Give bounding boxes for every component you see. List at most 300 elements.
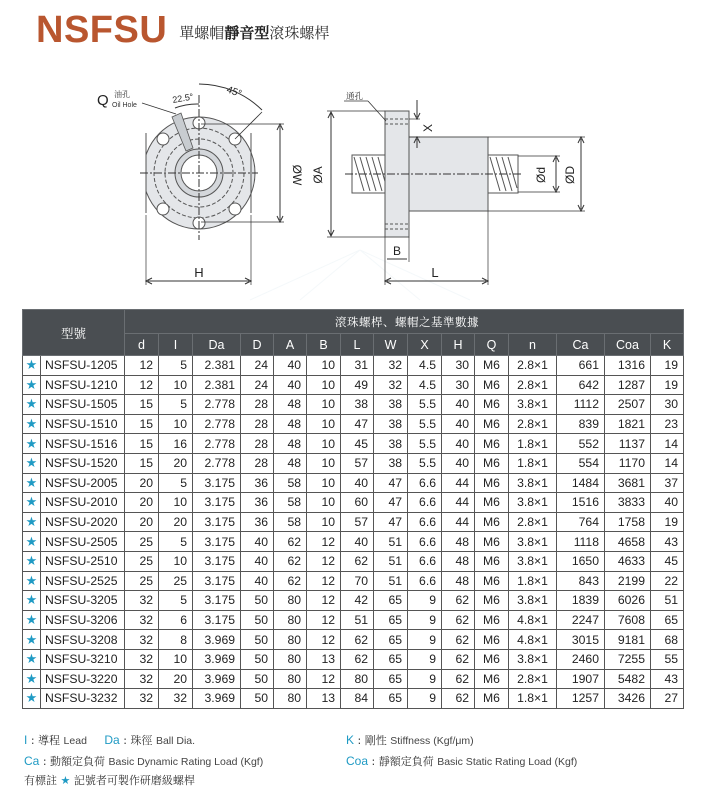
- cell-i: 5: [159, 532, 193, 552]
- legend-lead-balldia: I : 導程 Lead Da : 珠徑 Ball Dia.: [24, 733, 196, 747]
- cell-h: 48: [442, 571, 475, 591]
- star-icon: ★: [23, 434, 41, 454]
- table-row: [23, 689, 684, 709]
- table-row: [23, 571, 684, 591]
- cell-ca: 1112: [557, 395, 605, 415]
- column-header-d: D: [241, 334, 274, 356]
- cell-h: 62: [442, 689, 475, 709]
- cell-da: 3.175: [193, 512, 241, 532]
- dim-w-label: ØW: [290, 164, 304, 186]
- cell-b: 12: [307, 630, 341, 650]
- cell-h: 44: [442, 473, 475, 493]
- cell-ca: 2460: [557, 649, 605, 669]
- star-icon: ★: [60, 774, 71, 787]
- cell-ca: 843: [557, 571, 605, 591]
- table-row: [23, 512, 684, 532]
- cell-d: 32: [125, 591, 159, 611]
- cell-d: 15: [125, 434, 159, 454]
- cell-da: 2.381: [193, 375, 241, 395]
- cell-w: 32: [374, 375, 408, 395]
- star-icon: ★: [23, 669, 41, 689]
- legend-en-stiffness: Stiffness (Kgf/μm): [390, 735, 474, 747]
- cell-coa: 3426: [605, 689, 651, 709]
- cell-x: 5.5: [408, 434, 442, 454]
- model-cell: NSFSU-1205: [41, 356, 125, 376]
- star-icon: ★: [23, 375, 41, 395]
- cell-ca: 1257: [557, 689, 605, 709]
- cell-q: M6: [475, 395, 509, 415]
- cell-h: 40: [442, 453, 475, 473]
- page-title: NSFSU: [36, 9, 168, 51]
- cell-k: 14: [651, 434, 684, 454]
- cell-i: 5: [159, 473, 193, 493]
- dim-d-small-label: Ød: [534, 166, 548, 184]
- cell-a: 58: [274, 473, 307, 493]
- cell-d: 28: [241, 453, 274, 473]
- model-cell: NSFSU-2005: [41, 473, 125, 493]
- cell-n: 1.8×1: [509, 571, 557, 591]
- angle-22-label: 22.5°: [171, 91, 195, 105]
- legend-stiffness: K : 剛性 Stiffness (Kgf/μm): [346, 733, 474, 747]
- cell-w: 65: [374, 630, 408, 650]
- cell-l: 31: [341, 356, 374, 376]
- cell-n: 3.8×1: [509, 532, 557, 552]
- star-icon: ★: [23, 689, 41, 709]
- spec-table: [22, 309, 684, 709]
- cell-b: 12: [307, 591, 341, 611]
- cell-w: 47: [374, 473, 408, 493]
- cell-k: 43: [651, 532, 684, 552]
- cell-h: 62: [442, 610, 475, 630]
- model-cell: NSFSU-1210: [41, 375, 125, 395]
- cell-w: 51: [374, 571, 408, 591]
- cell-i: 20: [159, 512, 193, 532]
- legend-key-dynamic: Ca: [24, 754, 40, 768]
- cell-a: 80: [274, 630, 307, 650]
- column-header-n: n: [509, 334, 557, 356]
- header: [36, 8, 329, 52]
- cell-n: 2.8×1: [509, 414, 557, 434]
- cell-a: 58: [274, 512, 307, 532]
- column-header-h: H: [442, 334, 475, 356]
- model-cell: NSFSU-2505: [41, 532, 125, 552]
- legend-en-lead: Lead: [63, 735, 87, 747]
- cell-k: 65: [651, 610, 684, 630]
- legend-dynamic: Ca : 動額定負荷 Basic Dynamic Rating Load (Kgf): [24, 754, 264, 768]
- cell-d: 36: [241, 512, 274, 532]
- cell-d: 15: [125, 414, 159, 434]
- model-cell: NSFSU-2020: [41, 512, 125, 532]
- subtitle-part-bold: 靜音型: [224, 23, 270, 42]
- cell-k: 19: [651, 512, 684, 532]
- cell-d: 40: [241, 532, 274, 552]
- model-cell: NSFSU-2010: [41, 493, 125, 513]
- cell-d: 40: [241, 551, 274, 571]
- cell-a: 62: [274, 551, 307, 571]
- column-header-q: Q: [475, 334, 509, 356]
- cell-coa: 7608: [605, 610, 651, 630]
- star-icon: ★: [23, 473, 41, 493]
- cell-coa: 2507: [605, 395, 651, 415]
- cell-ca: 1516: [557, 493, 605, 513]
- side-view: [311, 91, 585, 285]
- cell-w: 32: [374, 356, 408, 376]
- dim-h-label: H: [194, 265, 204, 280]
- legend-cn-stiffness: 剛性: [364, 734, 387, 747]
- cell-coa: 2199: [605, 571, 651, 591]
- star-icon: ★: [23, 649, 41, 669]
- table-row: [23, 532, 684, 552]
- star-icon: ★: [23, 532, 41, 552]
- cell-a: 80: [274, 610, 307, 630]
- cell-n: 2.8×1: [509, 512, 557, 532]
- cell-ca: 764: [557, 512, 605, 532]
- cell-l: 62: [341, 630, 374, 650]
- cell-q: M6: [475, 551, 509, 571]
- cell-b: 10: [307, 356, 341, 376]
- cell-coa: 4658: [605, 532, 651, 552]
- cell-d: 24: [241, 375, 274, 395]
- cell-d: 15: [125, 453, 159, 473]
- cell-a: 80: [274, 689, 307, 709]
- model-cell: NSFSU-2525: [41, 571, 125, 591]
- cell-h: 30: [442, 356, 475, 376]
- cell-i: 32: [159, 689, 193, 709]
- cell-k: 37: [651, 473, 684, 493]
- cell-l: 84: [341, 689, 374, 709]
- cell-a: 40: [274, 356, 307, 376]
- table-row: [23, 434, 684, 454]
- cell-h: 44: [442, 493, 475, 513]
- cell-n: 1.8×1: [509, 689, 557, 709]
- cell-da: 3.175: [193, 551, 241, 571]
- cell-b: 13: [307, 689, 341, 709]
- cell-da: 3.175: [193, 473, 241, 493]
- column-header-i: I: [159, 334, 193, 356]
- spec-table-body: [23, 356, 684, 709]
- cell-d: 32: [125, 610, 159, 630]
- model-cell: NSFSU-1520: [41, 453, 125, 473]
- legend-static: Coa : 靜額定負荷 Basic Static Rating Load (Kgf): [346, 754, 578, 768]
- cell-a: 62: [274, 571, 307, 591]
- cell-k: 23: [651, 414, 684, 434]
- table-row: [23, 649, 684, 669]
- cell-l: 47: [341, 414, 374, 434]
- cell-d: 20: [125, 473, 159, 493]
- cell-coa: 1287: [605, 375, 651, 395]
- technical-drawing: [0, 60, 713, 305]
- column-header-w: W: [374, 334, 408, 356]
- cell-d: 28: [241, 434, 274, 454]
- table-row: [23, 551, 684, 571]
- cell-coa: 1758: [605, 512, 651, 532]
- column-header-k: K: [651, 334, 684, 356]
- cell-ca: 1118: [557, 532, 605, 552]
- model-cell: NSFSU-3210: [41, 649, 125, 669]
- cell-ca: 552: [557, 434, 605, 454]
- cell-d: 28: [241, 414, 274, 434]
- cell-coa: 5482: [605, 669, 651, 689]
- cell-l: 49: [341, 375, 374, 395]
- cell-l: 62: [341, 551, 374, 571]
- subtitle-part-1: 單螺帽: [179, 23, 225, 42]
- page-subtitle: [179, 22, 329, 43]
- cell-q: M6: [475, 571, 509, 591]
- cell-x: 9: [408, 649, 442, 669]
- cell-h: 48: [442, 532, 475, 552]
- cell-k: 45: [651, 551, 684, 571]
- cell-b: 10: [307, 493, 341, 513]
- model-cell: NSFSU-3232: [41, 689, 125, 709]
- cell-coa: 7255: [605, 649, 651, 669]
- cell-l: 38: [341, 395, 374, 415]
- cell-d: 50: [241, 689, 274, 709]
- cell-i: 20: [159, 669, 193, 689]
- cell-n: 4.8×1: [509, 630, 557, 650]
- cell-ca: 642: [557, 375, 605, 395]
- cell-d: 36: [241, 473, 274, 493]
- cell-d: 12: [125, 375, 159, 395]
- cell-q: M6: [475, 649, 509, 669]
- cell-k: 55: [651, 649, 684, 669]
- cell-x: 9: [408, 669, 442, 689]
- cell-q: M6: [475, 434, 509, 454]
- cell-b: 10: [307, 453, 341, 473]
- cell-a: 48: [274, 434, 307, 454]
- cell-d: 32: [125, 649, 159, 669]
- legend-en-static: Basic Static Rating Load (Kgf): [437, 756, 578, 768]
- cell-i: 16: [159, 434, 193, 454]
- cell-d: 36: [241, 493, 274, 513]
- cell-n: 3.8×1: [509, 493, 557, 513]
- cell-a: 48: [274, 414, 307, 434]
- cell-x: 9: [408, 630, 442, 650]
- cell-d: 40: [241, 571, 274, 591]
- note-text-post: 記號者可製作研磨級螺桿: [73, 774, 195, 787]
- cell-l: 42: [341, 591, 374, 611]
- cell-k: 22: [651, 571, 684, 591]
- cell-x: 5.5: [408, 395, 442, 415]
- star-icon: ★: [23, 356, 41, 376]
- cell-l: 51: [341, 610, 374, 630]
- cell-q: M6: [475, 493, 509, 513]
- cell-da: 2.778: [193, 434, 241, 454]
- cell-i: 20: [159, 453, 193, 473]
- cell-da: 3.175: [193, 571, 241, 591]
- cell-w: 38: [374, 414, 408, 434]
- legend-cn-static: 靜額定負荷: [378, 755, 434, 768]
- table-row: [23, 669, 684, 689]
- cell-n: 3.8×1: [509, 649, 557, 669]
- cell-b: 12: [307, 610, 341, 630]
- star-icon: ★: [23, 591, 41, 611]
- dim-b-label: B: [392, 244, 402, 258]
- cell-x: 6.6: [408, 532, 442, 552]
- cell-x: 4.5: [408, 356, 442, 376]
- model-cell: NSFSU-3205: [41, 591, 125, 611]
- cell-h: 62: [442, 669, 475, 689]
- cell-w: 47: [374, 493, 408, 513]
- cell-coa: 1821: [605, 414, 651, 434]
- cell-q: M6: [475, 689, 509, 709]
- model-cell: NSFSU-3208: [41, 630, 125, 650]
- cell-h: 44: [442, 512, 475, 532]
- through-hole-label: 通孔: [346, 92, 364, 102]
- cell-n: 3.8×1: [509, 551, 557, 571]
- cell-q: M6: [475, 512, 509, 532]
- cell-d: 25: [125, 532, 159, 552]
- model-cell: NSFSU-2510: [41, 551, 125, 571]
- legend-key-static: Coa: [346, 754, 369, 768]
- star-icon: ★: [23, 414, 41, 434]
- cell-i: 5: [159, 591, 193, 611]
- table-row: [23, 375, 684, 395]
- cell-i: 10: [159, 493, 193, 513]
- cell-q: M6: [475, 414, 509, 434]
- cell-a: 80: [274, 649, 307, 669]
- cell-b: 10: [307, 512, 341, 532]
- cell-n: 2.8×1: [509, 375, 557, 395]
- model-cell: NSFSU-1505: [41, 395, 125, 415]
- table-row: [23, 630, 684, 650]
- cell-b: 10: [307, 434, 341, 454]
- star-icon: ★: [23, 512, 41, 532]
- table-row: [23, 453, 684, 473]
- cell-h: 62: [442, 649, 475, 669]
- cell-b: 12: [307, 551, 341, 571]
- table-row: [23, 493, 684, 513]
- cell-d: 50: [241, 591, 274, 611]
- table-row: [23, 414, 684, 434]
- cell-n: 3.8×1: [509, 395, 557, 415]
- cell-k: 27: [651, 689, 684, 709]
- column-header-x: X: [408, 334, 442, 356]
- cell-coa: 6026: [605, 591, 651, 611]
- model-cell: NSFSU-3206: [41, 610, 125, 630]
- cell-l: 62: [341, 649, 374, 669]
- cell-n: 2.8×1: [509, 356, 557, 376]
- cell-ca: 1839: [557, 591, 605, 611]
- note-text-pre: 有標註: [24, 774, 57, 787]
- cell-d: 50: [241, 610, 274, 630]
- cell-da: 2.778: [193, 453, 241, 473]
- cell-i: 10: [159, 551, 193, 571]
- cell-da: 3.969: [193, 669, 241, 689]
- cell-da: 3.969: [193, 649, 241, 669]
- oil-hole-cn-label: 油孔: [114, 90, 130, 99]
- cell-q: M6: [475, 532, 509, 552]
- cell-i: 5: [159, 395, 193, 415]
- column-header-da: Da: [193, 334, 241, 356]
- table-row: [23, 610, 684, 630]
- cell-k: 40: [651, 493, 684, 513]
- cell-d: 50: [241, 630, 274, 650]
- table-row: [23, 356, 684, 376]
- cell-b: 13: [307, 649, 341, 669]
- cell-b: 12: [307, 571, 341, 591]
- cell-x: 6.6: [408, 493, 442, 513]
- cell-da: 2.778: [193, 414, 241, 434]
- cell-a: 48: [274, 453, 307, 473]
- dim-a-label: ØA: [311, 166, 325, 184]
- cell-da: 3.969: [193, 630, 241, 650]
- angle-45-label: 45°: [224, 84, 243, 100]
- cell-da: 2.778: [193, 395, 241, 415]
- cell-n: 4.8×1: [509, 610, 557, 630]
- cell-coa: 3833: [605, 493, 651, 513]
- cell-b: 10: [307, 375, 341, 395]
- cell-h: 40: [442, 434, 475, 454]
- cell-l: 57: [341, 453, 374, 473]
- cell-d: 20: [125, 512, 159, 532]
- front-view: [97, 84, 304, 285]
- cell-w: 65: [374, 591, 408, 611]
- cell-w: 47: [374, 512, 408, 532]
- cell-i: 10: [159, 375, 193, 395]
- star-icon: ★: [23, 551, 41, 571]
- legend-note: [24, 772, 195, 787]
- cell-x: 6.6: [408, 571, 442, 591]
- cell-ca: 3015: [557, 630, 605, 650]
- cell-x: 9: [408, 610, 442, 630]
- table-row: [23, 395, 684, 415]
- cell-da: 3.175: [193, 610, 241, 630]
- column-header-b: B: [307, 334, 341, 356]
- cell-n: 1.8×1: [509, 434, 557, 454]
- cell-ca: 661: [557, 356, 605, 376]
- table-row: [23, 473, 684, 493]
- legend-cn-balldia: 珠徑: [130, 734, 153, 747]
- cell-w: 65: [374, 689, 408, 709]
- cell-q: M6: [475, 630, 509, 650]
- cell-w: 65: [374, 649, 408, 669]
- cell-k: 51: [651, 591, 684, 611]
- cell-ca: 1907: [557, 669, 605, 689]
- cell-coa: 4633: [605, 551, 651, 571]
- cell-x: 6.6: [408, 473, 442, 493]
- cell-k: 68: [651, 630, 684, 650]
- cell-w: 65: [374, 610, 408, 630]
- cell-x: 5.5: [408, 414, 442, 434]
- dim-x-label: X: [421, 123, 435, 133]
- table-row: [23, 591, 684, 611]
- dim-d-large-label: ØD: [563, 166, 577, 184]
- cell-d: 24: [241, 356, 274, 376]
- cell-w: 51: [374, 551, 408, 571]
- column-header-coa: Coa: [605, 334, 651, 356]
- cell-x: 9: [408, 689, 442, 709]
- star-icon: ★: [23, 610, 41, 630]
- cell-l: 57: [341, 512, 374, 532]
- cell-l: 80: [341, 669, 374, 689]
- cell-b: 10: [307, 414, 341, 434]
- cell-a: 80: [274, 669, 307, 689]
- cell-coa: 1137: [605, 434, 651, 454]
- cell-coa: 9181: [605, 630, 651, 650]
- cell-n: 3.8×1: [509, 591, 557, 611]
- cell-coa: 1316: [605, 356, 651, 376]
- cell-da: 3.969: [193, 689, 241, 709]
- model-cell: NSFSU-1516: [41, 434, 125, 454]
- cell-k: 14: [651, 453, 684, 473]
- q-label: Q: [97, 92, 109, 109]
- cell-w: 38: [374, 395, 408, 415]
- cell-n: 1.8×1: [509, 453, 557, 473]
- cell-b: 10: [307, 395, 341, 415]
- cell-da: 3.175: [193, 532, 241, 552]
- oil-hole-en-label: Oil Hole: [112, 102, 137, 109]
- model-column-header: 型號: [23, 310, 125, 356]
